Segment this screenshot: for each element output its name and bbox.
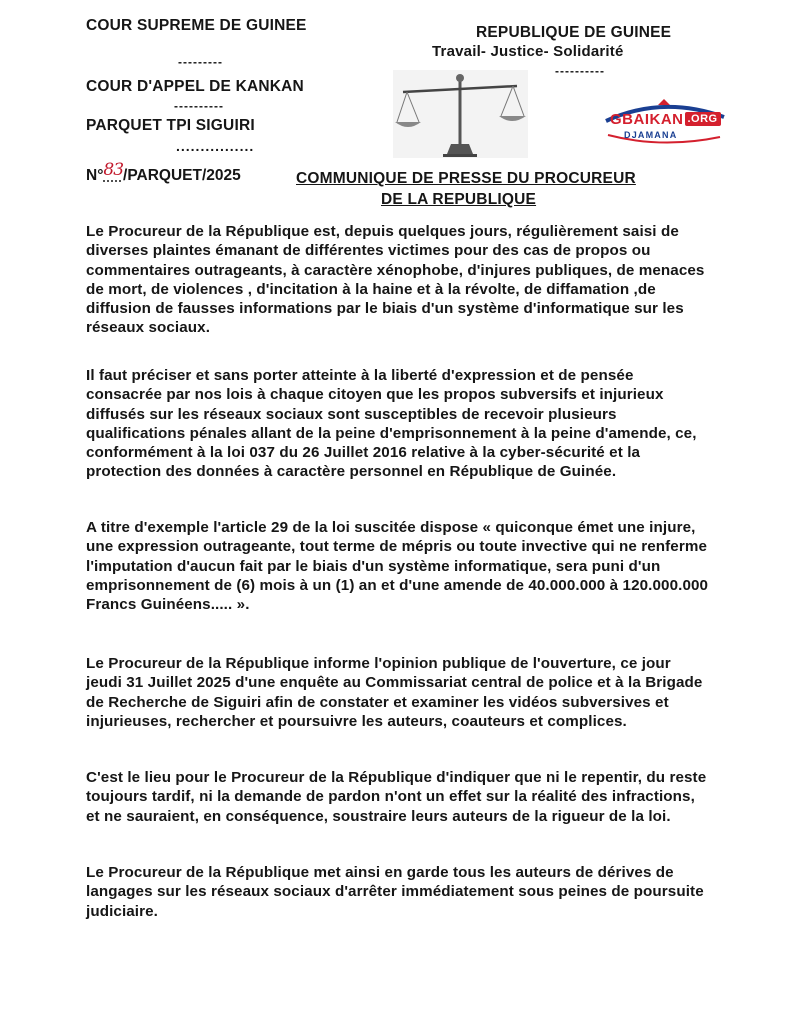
paragraph-4: Le Procureur de la République informe l'opinion publique de l'ouverture, ce jour jeudi 31 Juillet 2025 d'une enquête au Commissariat central de police et à la Brigade de Recherche de Siguiri afin de constater et examiner les vidéos subversives et injurieuses, rechercher et poursuivre les auteurs, coauteurs et complices. [86, 655, 703, 730]
header-separator: ---------- [174, 99, 224, 113]
header-separator: ................ [176, 138, 255, 154]
paragraph-6: Le Procureur de la République met ainsi en garde tous les auteurs de dérives de langages sur les réseaux sociaux d'arrêter immédiatement sous peines de poursuite judiciaire. [86, 864, 704, 920]
logo-brand: GBAIKAN .ORG [610, 111, 721, 128]
reference-number: N°83/PARQUET/2025 [86, 160, 241, 184]
republic-heading: REPUBLIQUE DE GUINEE [476, 24, 672, 41]
court-supreme-heading: COUR SUPREME DE GUINEE [86, 17, 307, 34]
paragraph-5: C'est le lieu pour le Procureur de la République d'indiquer que ni le repentir, du reste toujours tardif, ni la demande de pardon n'ont un effet sur la réalité des infractions, et ne sauraient, en conséquence, soustraire leurs auteurs de la rigueur de la loi. [86, 769, 707, 825]
gbaikan-logo [602, 99, 728, 149]
logo-subtitle: DJAMANA [624, 130, 678, 140]
paragraph-2: Il faut préciser et sans porter atteinte à la liberté d'expression et de pensée consacrée par nos lois à chaque citoyen que les propos subversifs et injurieux diffusés sur les réseaux sociaux sont susceptibles de recevoir plusieurs qualifications pénales allant de la peine d'emprisonnement à la peine d'amende, ce, conformément à la loi 037 du 26 Juillet 2016 relative à la cyber-sécurité et la protection des données à caractère personnel en République de Guinée. [86, 367, 697, 481]
header-separator: --------- [178, 55, 223, 69]
national-motto: Travail- Justice- Solidarité [432, 43, 624, 60]
handwritten-number: 83 [103, 160, 124, 180]
header-separator: ---------- [555, 64, 605, 78]
court-appeal-heading: COUR D'APPEL DE KANKAN [86, 78, 304, 95]
scales-of-justice-icon [393, 70, 528, 158]
communique-title-line1: COMMUNIQUE DE PRESSE DU PROCUREUR [296, 170, 636, 187]
parquet-heading: PARQUET TPI SIGUIRI [86, 117, 255, 134]
communique-title-line2: DE LA REPUBLIQUE [381, 191, 537, 208]
paragraph-1: Le Procureur de la République est, depuis quelques jours, régulièrement saisi de diverses plaintes émanant de différentes victimes pour des cas de propos ou commentaires outrageants, à caractère xénophobe, d'injures publiques, de menaces de mort, de violences , d'incitation à la haine et à la révolte, de diffamation ,de diffusion de fausses informations par le biais d'un système d'informatique sur les réseaux sociaux. [86, 223, 705, 337]
paragraph-3: A titre d'exemple l'article 29 de la loi suscitée dispose « quiconque émet une injure, une expression outrageante, tout terme de mépris ou toute invective qui ne renferme l'imputation d'aucun fait par le biais d'un système informatique, sera puni d'un emprisonnement de (6) mois à un (1) an et d'une amende de 40.000.000 à 120.000.000 Francs Guinéens..... ». [86, 519, 709, 614]
